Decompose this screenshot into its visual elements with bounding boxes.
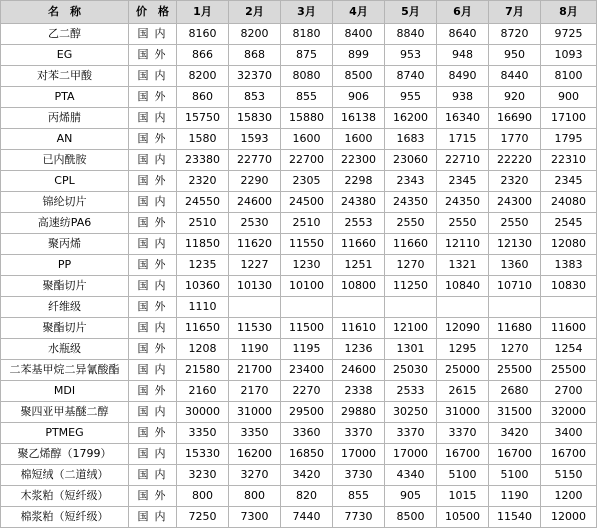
price-cell: 8080 [281,66,333,87]
price-cell: 2550 [489,213,541,234]
table-row [1,465,597,486]
price-cell: 24350 [437,192,489,213]
market-scope-cell: 国内 [129,444,177,465]
price-cell: 11540 [489,507,541,528]
price-cell: 31000 [437,402,489,423]
table-header [1,1,597,24]
market-scope-cell: 国外 [129,255,177,276]
table-row [1,381,597,402]
price-cell: 2305 [281,171,333,192]
table-row [1,507,597,528]
price-cell: 900 [541,87,597,108]
price-cell: 1208 [177,339,229,360]
header-month: 2月 [229,1,281,24]
price-cell: 1015 [437,486,489,507]
price-cell: 32000 [541,402,597,423]
price-cell: 31000 [229,402,281,423]
price-cell: 12000 [541,507,597,528]
price-cell: 2298 [333,171,385,192]
header-month: 8月 [541,1,597,24]
price-cell: 938 [437,87,489,108]
price-cell: 12130 [489,234,541,255]
price-cell: 15330 [177,444,229,465]
price-cell: 3730 [333,465,385,486]
price-cell: 2320 [177,171,229,192]
header-name: 名 称 [1,1,129,24]
price-cell: 3230 [177,465,229,486]
product-name-cell: 棉短绒（二道绒） [1,465,129,486]
price-cell: 8640 [437,24,489,45]
price-cell: 23060 [385,150,437,171]
price-cell: 1270 [385,255,437,276]
price-cell: 12100 [385,318,437,339]
header-month: 7月 [489,1,541,24]
price-cell: 10800 [333,276,385,297]
market-scope-cell: 国内 [129,192,177,213]
product-name-cell: 丙烯腈 [1,108,129,129]
price-cell: 29880 [333,402,385,423]
price-cell [437,297,489,318]
price-cell [333,297,385,318]
price-cell: 2615 [437,381,489,402]
table-row [1,255,597,276]
price-cell: 2545 [541,213,597,234]
price-cell: 853 [229,87,281,108]
price-cell: 8500 [385,507,437,528]
table-row [1,339,597,360]
table-row [1,45,597,66]
price-cell: 10710 [489,276,541,297]
price-cell: 12090 [437,318,489,339]
price-cell: 16200 [229,444,281,465]
price-cell: 3370 [437,423,489,444]
table-row [1,87,597,108]
market-scope-cell: 国外 [129,213,177,234]
market-scope-cell: 国外 [129,45,177,66]
price-cell: 25500 [541,360,597,381]
market-scope-cell: 国外 [129,381,177,402]
price-cell: 5150 [541,465,597,486]
price-cell: 16850 [281,444,333,465]
price-cell: 25500 [489,360,541,381]
price-cell: 17100 [541,108,597,129]
price-cell: 2338 [333,381,385,402]
price-cell: 16690 [489,108,541,129]
price-cell: 10130 [229,276,281,297]
price-cell: 2510 [281,213,333,234]
price-cell: 11500 [281,318,333,339]
price-cell: 11550 [281,234,333,255]
price-cell: 16700 [489,444,541,465]
price-cell: 8740 [385,66,437,87]
price-cell: 3270 [229,465,281,486]
market-scope-cell: 国内 [129,24,177,45]
price-cell: 899 [333,45,385,66]
price-cell: 1110 [177,297,229,318]
price-cell: 11600 [541,318,597,339]
price-cell: 22700 [281,150,333,171]
price-cell: 16700 [541,444,597,465]
price-cell: 1190 [489,486,541,507]
table-row [1,150,597,171]
price-cell: 2533 [385,381,437,402]
price-cell: 1321 [437,255,489,276]
price-cell: 1301 [385,339,437,360]
product-name-cell: 二苯基甲烷二异氰酸酯 [1,360,129,381]
price-cell: 8840 [385,24,437,45]
product-name-cell: MDI [1,381,129,402]
price-cell: 1230 [281,255,333,276]
table-row [1,318,597,339]
price-cell: 15880 [281,108,333,129]
price-cell: 8200 [229,24,281,45]
product-name-cell: PP [1,255,129,276]
price-cell: 1236 [333,339,385,360]
price-cell [541,297,597,318]
price-cell: 24600 [229,192,281,213]
price-cell: 2320 [489,171,541,192]
price-cell: 3420 [489,423,541,444]
market-scope-cell: 国内 [129,234,177,255]
price-cell: 15750 [177,108,229,129]
price-cell: 7440 [281,507,333,528]
price-cell: 11530 [229,318,281,339]
price-cell: 855 [281,87,333,108]
price-cell: 3400 [541,423,597,444]
price-cell: 2170 [229,381,281,402]
price-cell: 9725 [541,24,597,45]
price-cell: 3370 [385,423,437,444]
price-cell: 1190 [229,339,281,360]
price-cell: 32370 [229,66,281,87]
price-cell: 8200 [177,66,229,87]
price-cell: 15830 [229,108,281,129]
price-cell: 16200 [385,108,437,129]
price-cell: 1600 [281,129,333,150]
table-row [1,276,597,297]
price-cell: 2343 [385,171,437,192]
price-cell: 8180 [281,24,333,45]
price-cell: 868 [229,45,281,66]
price-cell: 22710 [437,150,489,171]
product-name-cell: 水瓶级 [1,339,129,360]
price-cell: 905 [385,486,437,507]
price-cell: 22220 [489,150,541,171]
price-cell: 3350 [177,423,229,444]
price-cell: 10360 [177,276,229,297]
product-name-cell: 聚乙烯醇（1799） [1,444,129,465]
market-scope-cell: 国内 [129,150,177,171]
price-cell: 10500 [437,507,489,528]
product-name-cell: 聚酯切片 [1,276,129,297]
price-cell: 955 [385,87,437,108]
table-row [1,24,597,45]
price-cell: 1383 [541,255,597,276]
price-cell: 23380 [177,150,229,171]
price-cell: 10100 [281,276,333,297]
header-month: 6月 [437,1,489,24]
price-cell: 7250 [177,507,229,528]
product-name-cell: 聚四亚甲基醚二醇 [1,402,129,423]
price-cell: 953 [385,45,437,66]
header-month: 5月 [385,1,437,24]
price-cell: 1200 [541,486,597,507]
price-cell: 24500 [281,192,333,213]
market-scope-cell: 国外 [129,87,177,108]
market-scope-cell: 国外 [129,129,177,150]
price-cell: 3420 [281,465,333,486]
table-row [1,360,597,381]
header-price: 价 格 [129,1,177,24]
price-cell: 1093 [541,45,597,66]
price-cell: 16138 [333,108,385,129]
header-month: 3月 [281,1,333,24]
table-row [1,108,597,129]
price-cell: 17000 [333,444,385,465]
price-cell: 1770 [489,129,541,150]
price-cell: 8160 [177,24,229,45]
price-cell: 1235 [177,255,229,276]
price-cell: 1360 [489,255,541,276]
price-cell: 2160 [177,381,229,402]
price-cell: 11650 [177,318,229,339]
market-scope-cell: 国外 [129,423,177,444]
product-name-cell: 高速纺PA6 [1,213,129,234]
product-name-cell: 纤维级 [1,297,129,318]
price-cell: 7300 [229,507,281,528]
price-cell: 800 [177,486,229,507]
price-cell: 3350 [229,423,281,444]
price-cell: 11250 [385,276,437,297]
price-cell: 2510 [177,213,229,234]
price-cell: 11850 [177,234,229,255]
price-cell: 2700 [541,381,597,402]
price-cell: 2270 [281,381,333,402]
product-name-cell: CPL [1,171,129,192]
price-cell: 2290 [229,171,281,192]
price-cell: 24380 [333,192,385,213]
price-cell: 1195 [281,339,333,360]
price-cell: 10840 [437,276,489,297]
price-cell: 24350 [385,192,437,213]
price-cell: 8500 [333,66,385,87]
price-cell: 24600 [333,360,385,381]
header-month: 4月 [333,1,385,24]
table-row [1,297,597,318]
price-cell: 2530 [229,213,281,234]
product-name-cell: 聚丙烯 [1,234,129,255]
price-cell: 24300 [489,192,541,213]
price-cell: 1251 [333,255,385,276]
product-name-cell: 乙二醇 [1,24,129,45]
product-name-cell: PTA [1,87,129,108]
price-cell: 22770 [229,150,281,171]
price-cell: 2550 [437,213,489,234]
price-cell: 1593 [229,129,281,150]
price-cell: 5100 [489,465,541,486]
price-cell: 30000 [177,402,229,423]
product-name-cell: 对苯二甲酸 [1,66,129,87]
price-cell: 25000 [437,360,489,381]
price-cell: 875 [281,45,333,66]
price-cell: 11680 [489,318,541,339]
price-cell: 1683 [385,129,437,150]
price-cell: 1295 [437,339,489,360]
price-cell: 1227 [229,255,281,276]
table-row [1,171,597,192]
price-cell: 800 [229,486,281,507]
price-cell: 24550 [177,192,229,213]
price-cell: 906 [333,87,385,108]
price-cell: 29500 [281,402,333,423]
market-scope-cell: 国内 [129,402,177,423]
price-cell: 855 [333,486,385,507]
table-row [1,66,597,87]
price-cell: 8490 [437,66,489,87]
price-cell: 1715 [437,129,489,150]
price-cell: 8440 [489,66,541,87]
market-scope-cell: 国内 [129,360,177,381]
price-cell: 8400 [333,24,385,45]
price-cell: 11620 [229,234,281,255]
product-name-cell: PTMEG [1,423,129,444]
price-cell [229,297,281,318]
market-scope-cell: 国内 [129,66,177,87]
market-scope-cell: 国内 [129,318,177,339]
market-scope-cell: 国内 [129,465,177,486]
price-cell: 920 [489,87,541,108]
table-body [1,24,597,528]
product-name-cell: 已内酰胺 [1,150,129,171]
price-cell: 22300 [333,150,385,171]
market-scope-cell: 国内 [129,276,177,297]
price-cell: 3360 [281,423,333,444]
price-cell: 4340 [385,465,437,486]
table-row [1,444,597,465]
price-cell: 5100 [437,465,489,486]
price-cell: 23400 [281,360,333,381]
market-scope-cell: 国外 [129,171,177,192]
price-cell [385,297,437,318]
product-name-cell: 聚酯切片 [1,318,129,339]
market-scope-cell: 国内 [129,108,177,129]
price-cell: 2553 [333,213,385,234]
header-month: 1月 [177,1,229,24]
table-row [1,423,597,444]
price-cell: 2680 [489,381,541,402]
price-cell: 16700 [437,444,489,465]
price-cell: 7730 [333,507,385,528]
table-row [1,234,597,255]
price-cell: 1795 [541,129,597,150]
price-cell: 11660 [333,234,385,255]
price-cell: 30250 [385,402,437,423]
price-cell: 1270 [489,339,541,360]
price-cell: 22310 [541,150,597,171]
price-cell: 1254 [541,339,597,360]
table-row [1,486,597,507]
price-cell: 11610 [333,318,385,339]
price-cell: 31500 [489,402,541,423]
price-cell: 866 [177,45,229,66]
price-cell: 12080 [541,234,597,255]
product-name-cell: 木浆粕（短纤级） [1,486,129,507]
price-cell: 8100 [541,66,597,87]
price-cell: 3370 [333,423,385,444]
price-cell: 25030 [385,360,437,381]
price-cell: 2345 [541,171,597,192]
market-scope-cell: 国内 [129,507,177,528]
table-row [1,402,597,423]
table-row [1,129,597,150]
price-cell: 820 [281,486,333,507]
price-cell: 10830 [541,276,597,297]
product-name-cell: AN [1,129,129,150]
price-cell: 21700 [229,360,281,381]
price-cell: 2550 [385,213,437,234]
price-cell: 948 [437,45,489,66]
price-cell: 2345 [437,171,489,192]
table-row [1,192,597,213]
product-name-cell: 棉浆粕（短纤级） [1,507,129,528]
market-scope-cell: 国外 [129,486,177,507]
price-cell [489,297,541,318]
product-name-cell: EG [1,45,129,66]
price-cell: 16340 [437,108,489,129]
price-cell: 24080 [541,192,597,213]
market-scope-cell: 国外 [129,339,177,360]
price-cell: 8720 [489,24,541,45]
table-row [1,213,597,234]
price-cell: 11660 [385,234,437,255]
price-cell: 1600 [333,129,385,150]
price-cell: 860 [177,87,229,108]
price-cell [281,297,333,318]
product-name-cell: 锦纶切片 [1,192,129,213]
price-cell: 17000 [385,444,437,465]
price-cell: 950 [489,45,541,66]
price-cell: 21580 [177,360,229,381]
market-scope-cell: 国外 [129,297,177,318]
header-row [1,1,597,24]
price-cell: 12110 [437,234,489,255]
price-cell: 1580 [177,129,229,150]
